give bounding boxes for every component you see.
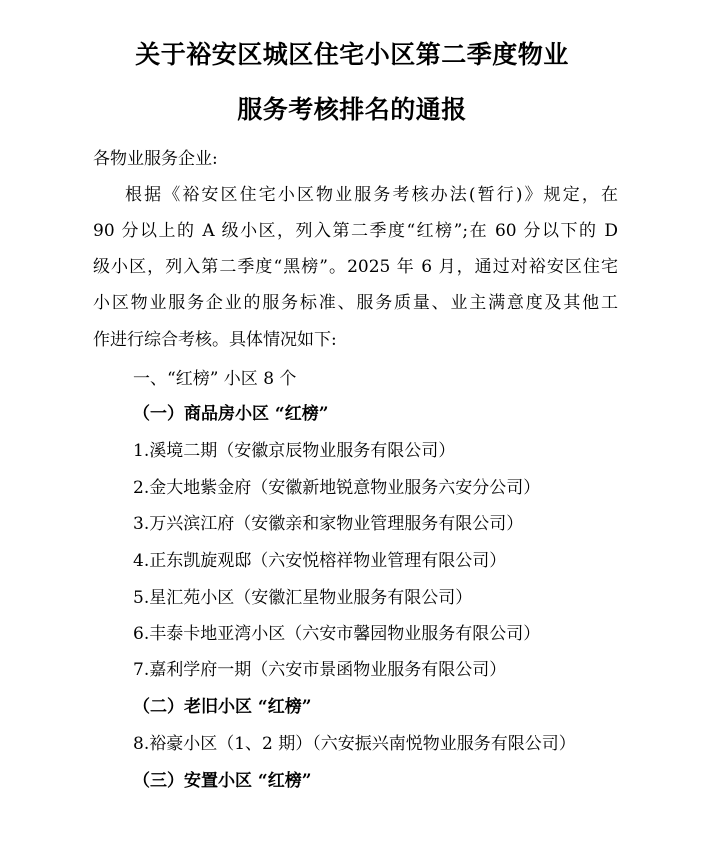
- body-line-4: 小区物业服务企业的服务标准、服务质量、业主满意度及其他工: [93, 293, 618, 313]
- list-item: 7.嘉利学府一期（六安市景函物业服务有限公司）: [133, 660, 507, 680]
- list-item: 2.金大地紫金府（安徽新地锐意物业服务六安分公司）: [133, 478, 541, 498]
- body-line-1: 根据《裕安区住宅小区物业服务考核办法(暂行)》规定，在: [125, 185, 618, 205]
- document-title-line-2: 服务考核排名的通报: [237, 95, 467, 124]
- section-heading-red-list: 一、“红榜” 小区 8 个: [133, 369, 297, 389]
- list-item: 8.裕豪小区（1、2 期）（六安振兴南悦物业服务有限公司）: [133, 734, 576, 754]
- salutation: 各物业服务企业:: [93, 149, 218, 169]
- document-title-line-1: 关于裕安区城区住宅小区第二季度物业: [135, 40, 569, 69]
- subsection-heading-old-communities: （二）老旧小区 “红榜”: [133, 697, 312, 717]
- list-item: 3.万兴滨江府（安徽亲和家物业管理服务有限公司）: [133, 514, 524, 534]
- body-line-5: 作进行综合考核。具体情况如下:: [93, 330, 337, 350]
- list-item: 5.星汇苑小区（安徽汇星物业服务有限公司）: [133, 588, 473, 608]
- list-item: 4.正东凯旋观邸（六安悦榕祥物业管理有限公司）: [133, 551, 507, 571]
- body-line-3: 级小区，列入第二季度“黑榜”。2025 年 6 月，通过对裕安区住宅: [93, 257, 618, 277]
- subsection-heading-resettlement: （三）安置小区 “红榜”: [133, 771, 312, 791]
- subsection-heading-commercial: （一）商品房小区 “红榜”: [133, 404, 329, 424]
- list-item: 6.丰泰卡地亚湾小区（六安市馨园物业服务有限公司）: [133, 624, 541, 644]
- body-line-2: 90 分以上的 A 级小区，列入第二季度“红榜”;在 60 分以下的 D: [93, 221, 618, 241]
- list-item: 1.溪境二期（安徽京辰物业服务有限公司）: [133, 441, 456, 461]
